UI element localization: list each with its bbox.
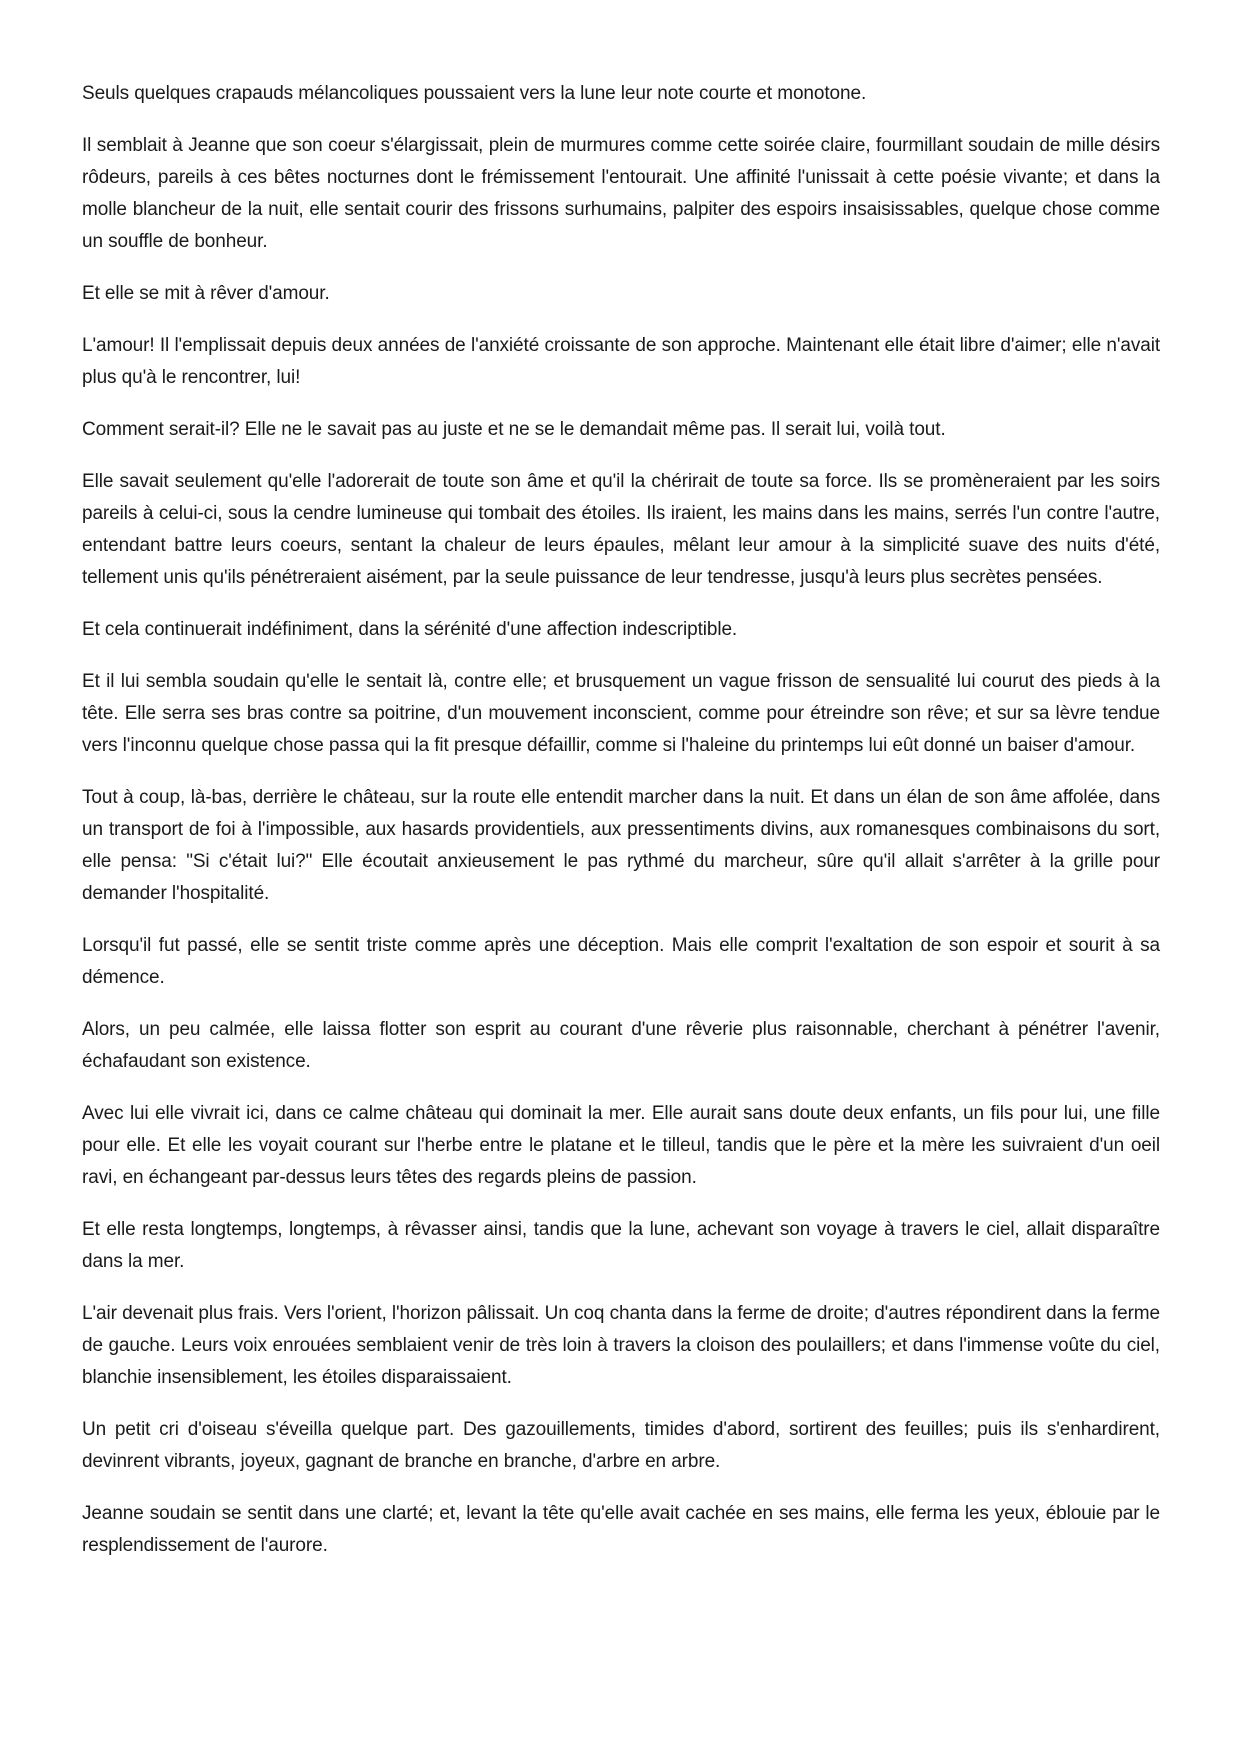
paragraph: Lorsqu'il fut passé, elle se sentit triste comme après une déception. Mais elle comprit l'exaltation de son espoir et sourit à sa démence. bbox=[82, 935, 1160, 988]
paragraph: Et elle resta longtemps, longtemps, à rêvasser ainsi, tandis que la lune, achevant son voyage à travers le ciel, allait disparaître dans la mer. bbox=[82, 1219, 1160, 1272]
paragraph: Alors, un peu calmée, elle laissa flotter son esprit au courant d'une rêverie plus raisonnable, cherchant à pénétrer l'avenir, échafaudant son existence. bbox=[82, 1019, 1160, 1072]
paragraph: Il semblait à Jeanne que son coeur s'élargissait, plein de murmures comme cette soirée claire, fourmillant soudain de mille désirs rôdeurs, pareils à ces bêtes nocturnes dont le frémissement l'entourait. Une affinité l'unissait à cette poésie vivante; et dans la molle blancheur de la nuit, elle sentait courir des frissons surhumains, palpiter des espoirs insaisissables, quelque chose comme un souffle de bonheur. bbox=[82, 135, 1160, 252]
paragraph: Elle savait seulement qu'elle l'adorerait de toute son âme et qu'il la chérirait de toute sa force. Ils se promèneraient par les soirs pareils à celui-ci, sous la cendre lumineuse qui tombait des étoiles. Ils iraient, les mains dans les mains, serrés l'un contre l'autre, entendant battre leurs coeurs, sentant la chaleur de leurs épaules, mêlant leur amour à la simplicité suave des nuits d'été, tellement unis qu'ils pénétreraient aisément, par la seule puissance de leur tendresse, jusqu'à leurs plus secrètes pensées. bbox=[82, 471, 1160, 588]
paragraph: Et cela continuerait indéfiniment, dans la sérénité d'une affection indescriptible. bbox=[82, 619, 738, 640]
paragraph: Seuls quelques crapauds mélancoliques poussaient vers la lune leur note courte et monotone. bbox=[82, 83, 867, 104]
paragraph: Et elle se mit à rêver d'amour. bbox=[82, 283, 330, 304]
paragraph: Un petit cri d'oiseau s'éveilla quelque part. Des gazouillements, timides d'abord, sortirent des feuilles; puis ils s'enhardirent, devinrent vibrants, joyeux, gagnant de branche en branche, d'arbre en arbre. bbox=[82, 1419, 1160, 1472]
paragraph: Avec lui elle vivrait ici, dans ce calme château qui dominait la mer. Elle aurait sans doute deux enfants, un fils pour lui, une fille pour elle. Et elle les voyait courant sur l'herbe entre le platane et le tilleul, tandis que le père et la mère les suivraient d'un oeil ravi, en échangeant par-dessus leurs têtes des regards pleins de passion. bbox=[82, 1103, 1160, 1188]
paragraph: Jeanne soudain se sentit dans une clarté; et, levant la tête qu'elle avait cachée en ses mains, elle ferma les yeux, éblouie par le resplendissement de l'aurore. bbox=[82, 1503, 1160, 1556]
paragraph: L'amour! Il l'emplissait depuis deux années de l'anxiété croissante de son approche. Maintenant elle était libre d'aimer; elle n'avait plus qu'à le rencontrer, lui! bbox=[82, 335, 1160, 388]
paragraph: Comment serait-il? Elle ne le savait pas au juste et ne se le demandait même pas. Il serait lui, voilà tout. bbox=[82, 419, 946, 440]
paragraph: L'air devenait plus frais. Vers l'orient, l'horizon pâlissait. Un coq chanta dans la ferme de droite; d'autres répondirent dans la ferme de gauche. Leurs voix enrouées semblaient venir de très loin à travers la cloison des poulaillers; et dans l'immense voûte du ciel, blanchie insensiblement, les étoiles disparaissaient. bbox=[82, 1303, 1160, 1388]
paragraph: Et il lui sembla soudain qu'elle le sentait là, contre elle; et brusquement un vague frisson de sensualité lui courut des pieds à la tête. Elle serra ses bras contre sa poitrine, d'un mouvement inconscient, comme pour étreindre son rêve; et sur sa lèvre tendue vers l'inconnu quelque chose passa qui la fit presque défaillir, comme si l'haleine du printemps lui eût donné un baiser d'amour. bbox=[82, 671, 1160, 756]
paragraph: Tout à coup, là-bas, derrière le château, sur la route elle entendit marcher dans la nuit. Et dans un élan de son âme affolée, dans un transport de foi à l'impossible, aux hasards providentiels, aux pressentiments divins, aux romanesques combinaisons du sort, elle pensa: "Si c'était lui?" Elle écoutait anxieusement le pas rythmé du marcheur, sûre qu'il allait s'arrêter à la grille pour demander l'hospitalité. bbox=[82, 787, 1160, 904]
